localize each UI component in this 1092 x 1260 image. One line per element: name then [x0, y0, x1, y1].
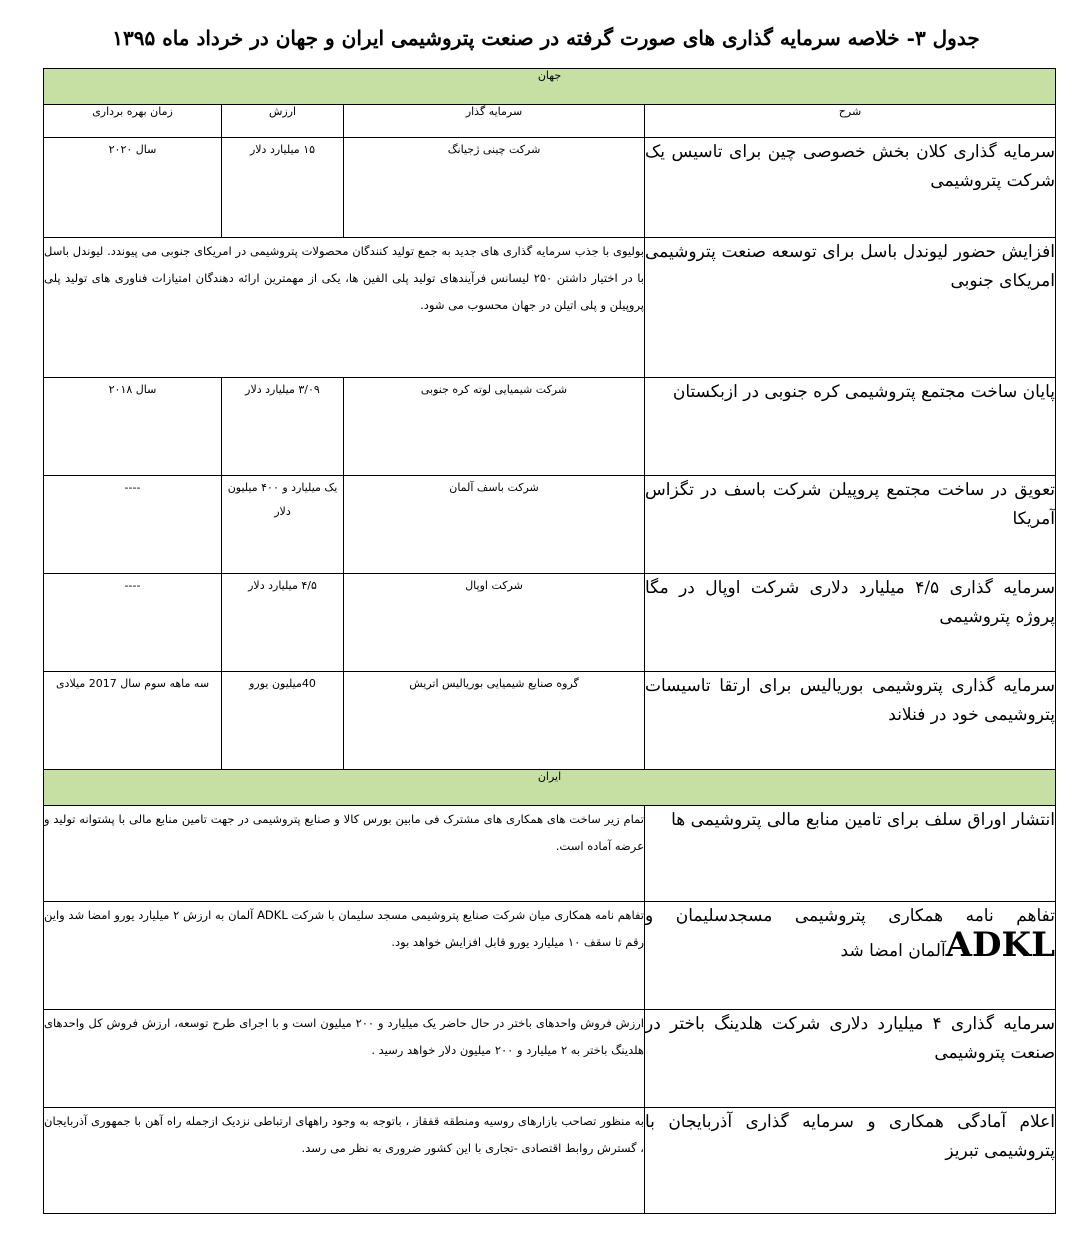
- table-row: [44, 238, 1056, 378]
- header-desc: شرح: [645, 105, 1056, 138]
- row-desc: سرمایه گذاری ۴/۵ میلیارد دلاری شرکت اوپال در مگا پروژه پتروشیمی: [645, 574, 1056, 672]
- row-investor: شرکت چینی ژجیانگ: [344, 138, 645, 238]
- table-row: [44, 138, 1056, 238]
- table-row: [44, 476, 1056, 574]
- row-note: به منظور تصاحب بازارهای روسیه ومنطقه قفقاز ، باتوجه به وجود راههای ارتباطی نزدیک ازجمله راه آهن با جمهوری آذربایجان ، گسترش روابط اقتصادی -تجاری با این کشور ضروری به نظر می رسد.: [44, 1108, 645, 1214]
- column-headers: [44, 105, 1056, 138]
- row-time: ----: [44, 574, 222, 672]
- row-investor: شرکت اوپال: [344, 574, 645, 672]
- row-value: 40میلیون یورو: [222, 672, 344, 770]
- row-value: یک میلیارد و ۴۰۰ میلیون دلار: [222, 476, 344, 574]
- row-note: بولیوی با جذب سرمایه گذاری های جدید به جمع تولید کنندگان محصولات پتروشیمی در امریکای جنوبی می پیوندد. لیوندل باسل با در اختیار داشتن ۲۵۰ لیسانس فرآیندهای تولید پلی الفین ها، یکی از مهمترین ارائه دهندگان امتیازات فناوری های تولید پلی پروپیلن و پلی اتیلن در جهان محسوب می شود.: [44, 238, 645, 378]
- row-time: سال ۲۰۱۸: [44, 378, 222, 476]
- row-note: تمام زیر ساخت های همکاری های مشترک فی مابین بورس کالا و صنایع پتروشیمی در جهت تامین منابع مالی با پشتوانه تولید و عرضه آماده است.: [44, 806, 645, 902]
- row-investor: گروه صنایع شیمیایی بوریالیس اتریش: [344, 672, 645, 770]
- section-label-iran: ایران: [44, 770, 1056, 806]
- table-row: [44, 902, 1056, 1010]
- table-row: [44, 1010, 1056, 1108]
- row-desc: سرمایه گذاری کلان بخش خصوصی چین برای تاسیس یک شرکت پتروشیمی: [645, 138, 1056, 238]
- section-header-iran: [44, 770, 1056, 806]
- row-desc-end: آلمان امضا شد: [840, 941, 946, 961]
- row-desc: سرمایه گذاری ۴ میلیارد دلاری شرکت هلدینگ باختر در صنعت پتروشیمی: [645, 1010, 1056, 1108]
- table-row: [44, 672, 1056, 770]
- row-investor: شرکت باسف آلمان: [344, 476, 645, 574]
- row-investor: شرکت شیمیایی لوته کره جنوبی: [344, 378, 645, 476]
- row-desc: سرمایه گذاری پتروشیمی بوریالیس برای ارتقا تاسیسات پتروشیمی خود در فنلاند: [645, 672, 1056, 770]
- row-desc: تعویق در ساخت مجتمع پروپیلن شرکت باسف در تگزاس آمریکا: [645, 476, 1056, 574]
- row-desc: افزایش حضور لیوندل باسل برای توسعه صنعت پتروشیمی امریکای جنوبی: [645, 238, 1056, 378]
- row-desc: [645, 902, 1056, 1010]
- table-row: [44, 1108, 1056, 1214]
- row-value: ۳/۰۹ میلیارد دلار: [222, 378, 344, 476]
- table-title: جدول ۳- خلاصه سرمایه گذاری های صورت گرفته در صنعت پتروشیمی ایران و جهان در خرداد ماه ۱۳۹۵: [112, 26, 980, 50]
- header-investor: سرمایه گذار: [344, 105, 645, 138]
- row-note: تفاهم نامه همکاری میان شرکت صنایع پتروشیمی مسجد سلیمان با شرکت ADKL آلمان به ارزش ۲ میلیارد یورو امضا شد واین رقم تا سقف ۱۰ میلیارد یورو قابل افزایش خواهد بود.: [44, 902, 645, 1010]
- adkl-label: ADKL: [945, 925, 1055, 965]
- row-desc: اعلام آمادگی همکاری و سرمایه گذاری آذربایجان با پتروشیمی تبریز: [645, 1108, 1056, 1214]
- row-time: سال ۲۰۲۰: [44, 138, 222, 238]
- row-desc-text: تفاهم نامه همکاری پتروشیمی مسجدسلیمان و: [645, 906, 1055, 926]
- table-row: [44, 574, 1056, 672]
- row-desc: پایان ساخت مجتمع پتروشیمی کره جنوبی در ازبکستان: [645, 378, 1056, 476]
- row-value: ۱۵ میلیارد دلار: [222, 138, 344, 238]
- header-value: ارزش: [222, 105, 344, 138]
- section-label-world: جهان: [44, 69, 1056, 105]
- row-desc: انتشار اوراق سلف برای تامین منابع مالی پتروشیمی ها: [645, 806, 1056, 902]
- investments-table: [43, 68, 1056, 1214]
- table-row: [44, 378, 1056, 476]
- row-note: ارزش فروش واحدهای باختر در حال حاضر یک میلیارد و ۲۰۰ میلیون است و با اجرای طرح توسعه، ارزش فروش کل واحدهای هلدینگ باختر به ۲ میلیارد و ۲۰۰ میلیون دلار خواهد رسید .: [44, 1010, 645, 1108]
- row-time: ----: [44, 476, 222, 574]
- table-row: [44, 806, 1056, 902]
- header-time: زمان بهره برداری: [44, 105, 222, 138]
- row-value: ۴/۵ میلیارد دلار: [222, 574, 344, 672]
- row-time: سه ماهه سوم سال 2017 میلادی: [44, 672, 222, 770]
- section-header-world: [44, 69, 1056, 105]
